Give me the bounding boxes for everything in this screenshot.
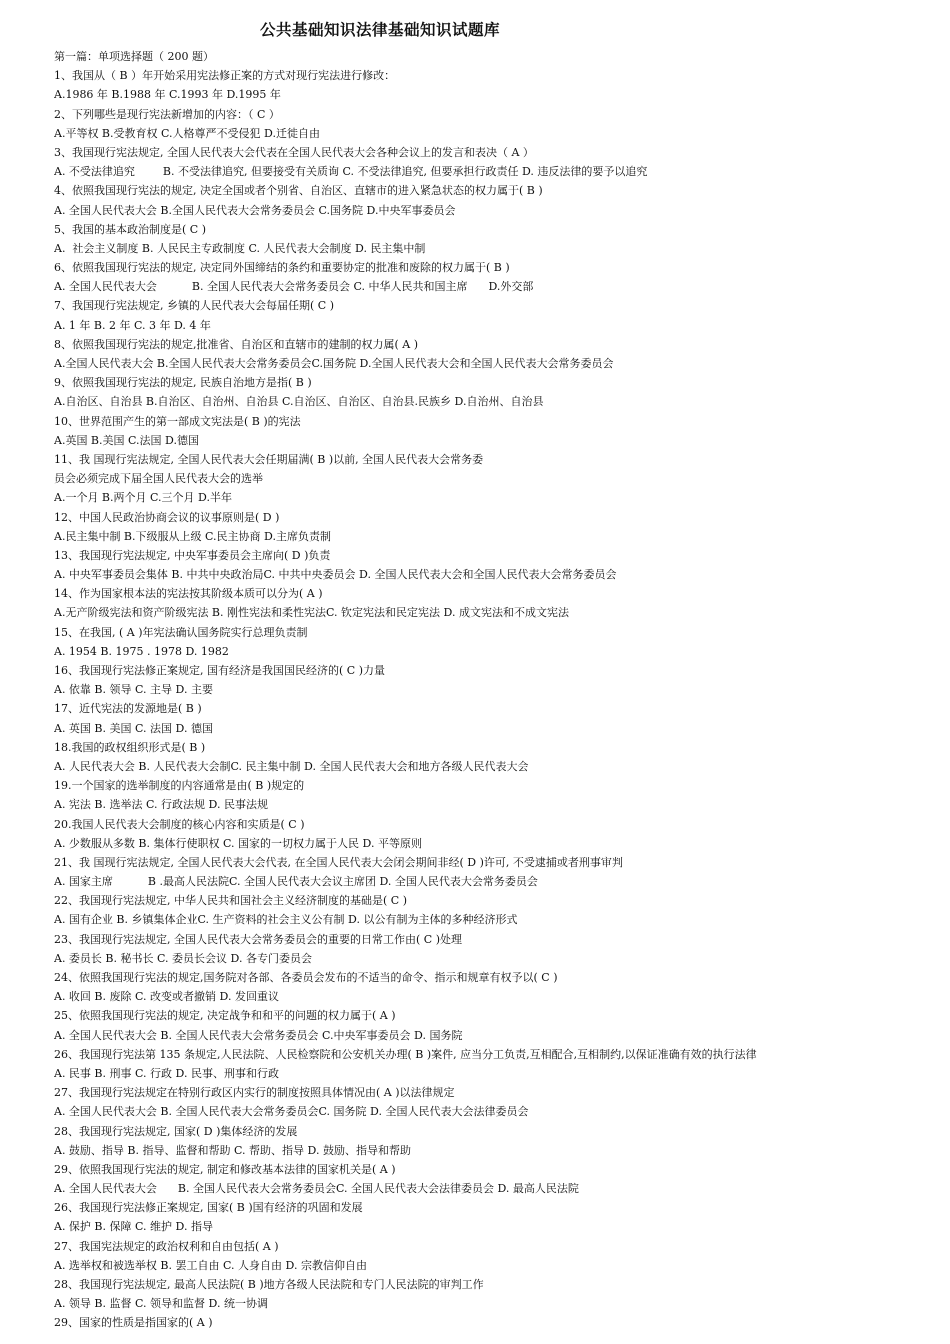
- text-line: A. 国家主席 B .最高人民法院C. 全国人民代表大会议主席团 D. 全国人民代表大会常务委员会: [54, 875, 538, 889]
- text-line: 26、我国现行宪法第 135 条规定,人民法院、人民检察院和公安机关办理( B )案件, 应当分工负责,互相配合,互相制约,以保证准确有效的执行法律: [54, 1047, 757, 1061]
- text-line: 29、国家的性质是指国家的( A ): [54, 1316, 213, 1330]
- text-line: 员会必须完成下届全国人民代表大会的选举: [54, 472, 263, 486]
- text-line: A.无产阶级宪法和资产阶级宪法 B. 刚性宪法和柔性宪法C. 钦定宪法和民定宪法 D. 成文宪法和不成文宪法: [54, 606, 569, 620]
- text-line: A. 选举权和被选举权 B. 罢工自由 C. 人身自由 D. 宗教信仰自由: [54, 1258, 367, 1272]
- text-line: A. 少数服从多数 B. 集体行使职权 C. 国家的一切权力属于人民 D. 平等原则: [54, 836, 422, 850]
- text-line: 15、在我国, ( A )年宪法确认国务院实行总理负责制: [54, 625, 308, 639]
- text-line: 3、我国现行宪法规定, 全国人民代表大会代表在全国人民代表大会各种会议上的发言和表决（ A ）: [54, 145, 534, 159]
- text-line: 12、中国人民政治协商会议的议事原则是( D ): [54, 510, 280, 524]
- text-line: A. 领导 B. 监督 C. 领导和监督 D. 统一协调: [54, 1297, 268, 1311]
- text-line: A. 1954 B. 1975 . 1978 D. 1982: [54, 644, 229, 658]
- text-line: A.全国人民代表大会 B.全国人民代表大会常务委员会C.国务院 D.全国人民代表大会和全国人民代表大会常务委员会: [54, 357, 614, 370]
- text-line: 27、我国现行宪法规定在特别行政区内实行的制度按照具体情况由( A )以法律规定: [54, 1086, 455, 1100]
- text-line: 25、依照我国现行宪法的规定, 决定战争和和平的问题的权力属于( A ): [54, 1009, 396, 1023]
- text-line: A. 收回 B. 废除 C. 改变或者撤销 D. 发回重议: [54, 990, 279, 1004]
- text-line: 5、我国的基本政治制度是( C ): [54, 222, 206, 236]
- text-line: A. 全国人民代表大会 B. 全国人民代表大会常务委员会 C.中央军事委员会 D. 国务院: [54, 1028, 463, 1042]
- text-line: A. 鼓励、指导 B. 指导、监督和帮助 C. 帮助、指导 D. 鼓励、指导和帮助: [54, 1143, 411, 1157]
- text-line: 11、我 国现行宪法规定, 全国人民代表大会任期届满( B )以前, 全国人民代表大会常务委: [54, 452, 484, 466]
- text-line: A. 全国人民代表大会 B. 全国人民代表大会常务委员会C. 国务院 D. 全国人民代表大会法律委员会: [54, 1105, 529, 1119]
- text-line: A. 英国 B. 美国 C. 法国 D. 德国: [54, 721, 213, 735]
- text-line: A. 人民代表大会 B. 人民代表大会制C. 民主集中制 D. 全国人民代表大会和地方各级人民代表大会: [54, 759, 529, 773]
- text-line: A. 宪法 B. 选举法 C. 行政法规 D. 民事法规: [54, 798, 268, 812]
- text-line: 19.一个国家的选举制度的内容通常是由( B )规定的: [54, 779, 305, 793]
- text-line: 16、我国现行宪法修正案规定, 国有经济是我国国民经济的( C )力量: [54, 664, 385, 677]
- text-line: 26、我国现行宪法修正案规定, 国家( B )国有经济的巩固和发展: [54, 1201, 363, 1215]
- text-line: 24、依照我国现行宪法的规定,国务院对各部、各委员会发布的不适当的命令、指示和规章有权予以( C ): [54, 971, 558, 984]
- text-line: 18.我国的政权组织形式是( B ): [54, 740, 206, 754]
- question-list: [54, 47, 944, 1333]
- text-line: A. 全国人民代表大会 B.全国人民代表大会常务委员会 C.国务院 D.中央军事委员会: [54, 203, 456, 217]
- text-line: A. 1 年 B. 2 年 C. 3 年 D. 4 年: [54, 318, 211, 332]
- text-line: A.英国 B.美国 C.法国 D.德国: [54, 433, 199, 447]
- text-line: 29、依照我国现行宪法的规定, 制定和修改基本法律的国家机关是( A ): [54, 1162, 396, 1176]
- text-line: A.平等权 B.受教育权 C.人格尊严不受侵犯 D.迁徙自由: [54, 126, 320, 140]
- text-line: A. 中央军事委员会集体 B. 中共中央政治局C. 中共中央委员会 D. 全国人民代表大会和全国人民代表大会常务委员会: [54, 568, 617, 582]
- text-line: A.一个月 B.两个月 C.三个月 D.半年: [54, 491, 232, 505]
- text-line: A. 社会主义制度 B. 人民民主专政制度 C. 人民代表大会制度 D. 民主集中制: [54, 241, 426, 255]
- text-line: 13、我国现行宪法规定, 中央军事委员会主席向( D )负责: [54, 548, 331, 562]
- text-line: 9、依照我国现行宪法的规定, 民族自治地方是指( B ): [54, 376, 312, 390]
- document-title: 公共基础知识法律基础知识试题库: [259, 21, 500, 39]
- text-line: 8、依照我国现行宪法的规定,批准省、自治区和直辖市的建制的权力属( A ): [54, 337, 419, 351]
- text-line: 28、我国现行宪法规定, 最高人民法院( B )地方各级人民法院和专门人民法院的审判工作: [54, 1278, 484, 1291]
- text-line: 17、近代宪法的发源地是( B ): [54, 702, 202, 716]
- text-line: 27、我国宪法规定的政治权利和自由包括( A ): [54, 1239, 279, 1253]
- text-line: 1、我国从（ B ）年开始采用宪法修正案的方式对现行宪法进行修改：: [54, 69, 396, 83]
- text-line: A. 依靠 B. 领导 C. 主导 D. 主要: [54, 683, 213, 697]
- text-line: 7、我国现行宪法规定, 乡镇的人民代表大会每届任期( C ): [54, 299, 334, 313]
- text-line: A. 保护 B. 保障 C. 维护 D. 指导: [54, 1220, 213, 1234]
- text-line: 28、我国现行宪法规定, 国家( D )集体经济的发展: [54, 1124, 298, 1138]
- text-line: 10、世界范围产生的第一部成文宪法是( B )的宪法: [54, 414, 301, 428]
- text-line: 14、作为国家根本法的宪法按其阶级本质可以分为( A ): [54, 587, 323, 601]
- text-line: 23、我国现行宪法规定, 全国人民代表大会常务委员会的重要的日常工作由( C )处理: [54, 932, 462, 946]
- text-line: 6、依照我国现行宪法的规定, 决定同外国缔结的条约和重要协定的批准和废除的权力属于( B ): [54, 261, 510, 275]
- text-line: A.民主集中制 B.下级服从上级 C.民主协商 D.主席负责制: [54, 529, 331, 543]
- text-line: A. 不受法律追究 B. 不受法律追究, 但要接受有关质询 C. 不受法律追究, 但要承担行政责任 D. 违反法律的要予以追究: [54, 165, 648, 179]
- text-line: 21、我 国现行宪法规定, 全国人民代表大会代表, 在全国人民代表大会闭会期间非经( D )许可, 不受逮捕或者刑事审判: [54, 855, 623, 869]
- text-line: 20.我国人民代表大会制度的核心内容和实质是( C ): [54, 817, 305, 831]
- text-line: 4、依照我国现行宪法的规定, 决定全国或者个别省、自治区、直辖市的进入紧急状态的权力属于( B ): [54, 184, 543, 198]
- text-line: 第一篇：单项选择题（ 200 题）: [54, 50, 214, 63]
- text-line: A. 民事 B. 刑事 C. 行政 D. 民事、刑事和行政: [54, 1066, 279, 1080]
- text-line: 2、下列哪些是现行宪法新增加的内容：（ C ）: [54, 107, 280, 121]
- text-line: 22、我国现行宪法规定, 中华人民共和国社会主义经济制度的基础是( C ): [54, 894, 407, 908]
- text-line: A. 全国人民代表大会 B. 全国人民代表大会常务委员会C. 全国人民代表大会法律委员会 D. 最高人民法院: [54, 1182, 579, 1196]
- text-line: A.自治区、自治县 B.自治区、自治州、自治县 C.自治区、自治区、自治县.民族乡 D.自治州、自治县: [54, 395, 544, 409]
- text-line: A. 国有企业 B. 乡镇集体企业C. 生产资料的社会主义公有制 D. 以公有制为主体的多种经济形式: [54, 913, 518, 927]
- text-line: A.1986 年 B.1988 年 C.1993 年 D.1995 年: [54, 88, 281, 102]
- text-line: A. 全国人民代表大会 B. 全国人民代表大会常务委员会 C. 中华人民共和国主席 D.外交部: [54, 280, 534, 294]
- text-line: A. 委员长 B. 秘书长 C. 委员长会议 D. 各专门委员会: [54, 951, 312, 965]
